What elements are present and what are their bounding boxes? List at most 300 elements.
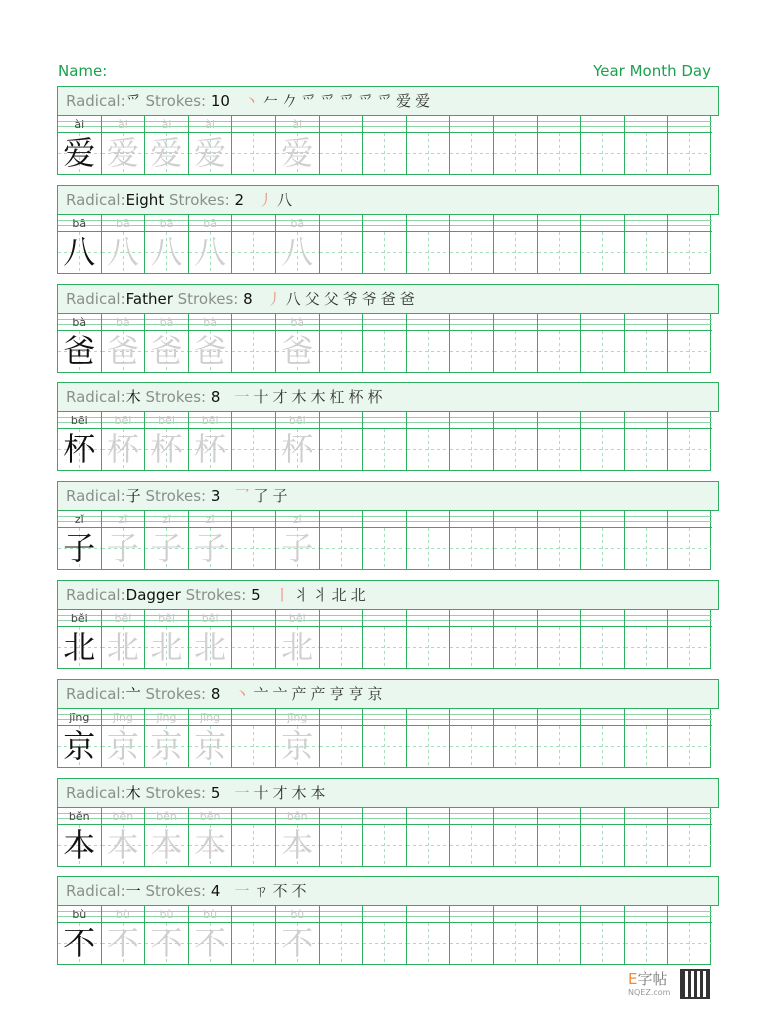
stroke-sequence: [258, 191, 296, 209]
practice-cell[interactable]: [58, 511, 102, 569]
character-slot: [625, 923, 668, 964]
pinyin-slot: [450, 906, 493, 923]
practice-cell[interactable]: [407, 610, 451, 668]
practice-cell[interactable]: [538, 314, 582, 372]
practice-cell[interactable]: [320, 610, 364, 668]
practice-cell[interactable]: [538, 808, 582, 866]
practice-cell[interactable]: [363, 314, 407, 372]
practice-cell[interactable]: [102, 709, 146, 767]
character-slot: 爸: [102, 331, 145, 372]
pinyin-slot: [625, 906, 668, 923]
pinyin-slot: [494, 116, 537, 133]
practice-cell[interactable]: [668, 610, 712, 668]
practice-cell[interactable]: [145, 709, 189, 767]
character-slot: [407, 627, 450, 668]
practice-cell[interactable]: [625, 412, 669, 470]
pinyin-slot: ài: [189, 116, 232, 133]
pinyin-slot: [407, 314, 450, 331]
practice-cell[interactable]: [407, 116, 451, 174]
practice-cell[interactable]: [494, 116, 538, 174]
pinyin-slot: [450, 808, 493, 825]
character-slot: 不: [58, 923, 101, 964]
pinyin-slot: [232, 412, 275, 429]
pinyin-slot: [625, 215, 668, 232]
practice-cell[interactable]: [102, 906, 146, 964]
practice-cell[interactable]: [276, 511, 320, 569]
stroke-step: 不: [272, 882, 292, 900]
practice-cell[interactable]: [276, 116, 320, 174]
practice-cell[interactable]: [581, 709, 625, 767]
practice-cell[interactable]: [450, 314, 494, 372]
strokes-label: Strokes:: [145, 388, 207, 406]
character-slot: [668, 923, 712, 964]
strokes-value: 10: [210, 92, 230, 110]
radical-label: Radical:: [66, 685, 126, 703]
character-slot: [625, 627, 668, 668]
practice-cell[interactable]: [581, 808, 625, 866]
character-slot: 爸: [145, 331, 188, 372]
character-slot: [450, 627, 493, 668]
practice-cell[interactable]: [625, 906, 669, 964]
practice-cell[interactable]: [625, 314, 669, 372]
practice-cell[interactable]: [581, 314, 625, 372]
stroke-step: 北: [350, 586, 370, 604]
character-slot: [450, 429, 493, 470]
character-slot: [363, 232, 406, 273]
strokes-label: Strokes:: [168, 191, 230, 209]
practice-cell[interactable]: [581, 412, 625, 470]
practice-cell[interactable]: [407, 808, 451, 866]
pinyin-slot: [407, 511, 450, 528]
practice-cell[interactable]: [58, 610, 102, 668]
practice-cell[interactable]: [363, 511, 407, 569]
pinyin-slot: [538, 314, 581, 331]
practice-cell[interactable]: [494, 511, 538, 569]
stroke-step: 亨: [348, 685, 368, 703]
practice-cell[interactable]: [363, 906, 407, 964]
practice-cell[interactable]: [668, 808, 712, 866]
stroke-step: 子: [272, 487, 292, 505]
practice-cell[interactable]: [102, 808, 146, 866]
character-info-bar: [57, 876, 719, 906]
character-slot: 本: [58, 825, 101, 866]
pinyin-slot: [232, 906, 275, 923]
strokes-label: Strokes:: [145, 685, 207, 703]
practice-cell[interactable]: [276, 709, 320, 767]
character-slot: 北: [145, 627, 188, 668]
practice-cell[interactable]: [145, 906, 189, 964]
character-slot: [538, 133, 581, 174]
pinyin-slot: [625, 610, 668, 627]
practice-cell[interactable]: [450, 511, 494, 569]
character-slot: 北: [189, 627, 232, 668]
character-slot: [494, 133, 537, 174]
practice-cell[interactable]: [668, 412, 712, 470]
practice-cell[interactable]: [625, 215, 669, 273]
practice-cell[interactable]: [276, 906, 320, 964]
character-slot: [232, 331, 275, 372]
character-slot: 子: [58, 528, 101, 569]
practice-cell[interactable]: [58, 215, 102, 273]
practice-cell[interactable]: [276, 808, 320, 866]
practice-cell[interactable]: [145, 215, 189, 273]
character-slot: 八: [102, 232, 145, 273]
brand-logo: E字帖: [628, 970, 668, 988]
practice-cell[interactable]: [58, 709, 102, 767]
character-slot: [363, 429, 406, 470]
character-slot: [407, 825, 450, 866]
stroke-sequence: [234, 388, 386, 406]
stroke-step: 丶: [243, 92, 263, 110]
character-slot: 爱: [276, 133, 319, 174]
character-slot: [450, 923, 493, 964]
character-info-bar: [57, 86, 719, 116]
pinyin-slot: [363, 906, 406, 923]
practice-cell[interactable]: [145, 610, 189, 668]
character-slot: [668, 627, 712, 668]
practice-cell[interactable]: [189, 906, 233, 964]
pinyin-slot: [320, 610, 363, 627]
pinyin-slot: [538, 511, 581, 528]
pinyin-slot: [668, 709, 712, 726]
practice-cell[interactable]: [102, 412, 146, 470]
practice-cell[interactable]: [668, 116, 712, 174]
radical-value: 一: [125, 882, 141, 900]
stroke-step: 京: [367, 685, 387, 703]
practice-cell[interactable]: [450, 906, 494, 964]
practice-cell[interactable]: [276, 412, 320, 470]
pinyin-slot: jīng: [102, 709, 145, 726]
pinyin-slot: [625, 709, 668, 726]
radical-value: Dagger: [125, 586, 181, 604]
character-slot: 爱: [102, 133, 145, 174]
stroke-step: 一: [234, 882, 254, 900]
pinyin-slot: [581, 709, 624, 726]
pinyin-slot: [538, 215, 581, 232]
practice-cell[interactable]: [494, 709, 538, 767]
pinyin-slot: [363, 116, 406, 133]
strokes-label: Strokes:: [185, 586, 247, 604]
character-slot: [538, 429, 581, 470]
pinyin-slot: [320, 511, 363, 528]
practice-cell[interactable]: [232, 412, 276, 470]
practice-cell[interactable]: [625, 116, 669, 174]
practice-cell[interactable]: [232, 215, 276, 273]
strokes-label: Strokes:: [145, 92, 207, 110]
character-slot: [668, 825, 712, 866]
character-slot: 八: [58, 232, 101, 273]
strokes-label: Strokes:: [145, 784, 207, 802]
character-slot: [363, 133, 406, 174]
practice-cell[interactable]: [494, 610, 538, 668]
practice-cell[interactable]: [320, 906, 364, 964]
character-info-bar: [57, 284, 719, 314]
pinyin-slot: běn: [189, 808, 232, 825]
pinyin-slot: [538, 116, 581, 133]
practice-cell[interactable]: [58, 314, 102, 372]
practice-cell[interactable]: [232, 511, 276, 569]
character-slot: 爸: [189, 331, 232, 372]
practice-cell[interactable]: [450, 610, 494, 668]
practice-cell[interactable]: [407, 215, 451, 273]
practice-cell[interactable]: [189, 412, 233, 470]
practice-cell[interactable]: [189, 116, 233, 174]
character-slot: [625, 331, 668, 372]
practice-cell[interactable]: [189, 709, 233, 767]
character-block: [57, 284, 711, 373]
character-slot: [407, 528, 450, 569]
practice-cell[interactable]: [668, 511, 712, 569]
practice-cell[interactable]: [102, 116, 146, 174]
practice-cell[interactable]: [102, 314, 146, 372]
practice-cell[interactable]: [145, 511, 189, 569]
pinyin-slot: bù: [102, 906, 145, 923]
character-slot: [320, 528, 363, 569]
pinyin-slot: [407, 610, 450, 627]
character-slot: [494, 726, 537, 767]
pinyin-slot: [363, 314, 406, 331]
radical-value: Father: [125, 290, 173, 308]
practice-cell[interactable]: [668, 314, 712, 372]
practice-cell[interactable]: [102, 215, 146, 273]
pinyin-slot: [581, 116, 624, 133]
practice-cell[interactable]: [363, 215, 407, 273]
character-slot: [232, 627, 275, 668]
character-slot: [581, 331, 624, 372]
practice-grid: [57, 115, 711, 175]
character-slot: [668, 331, 712, 372]
pinyin-slot: běn: [276, 808, 319, 825]
practice-cell[interactable]: [320, 314, 364, 372]
character-info-bar: [57, 481, 719, 511]
practice-cell[interactable]: [625, 709, 669, 767]
practice-cell[interactable]: [363, 116, 407, 174]
practice-cell[interactable]: [145, 808, 189, 866]
practice-cell[interactable]: [320, 511, 364, 569]
practice-cell[interactable]: [538, 906, 582, 964]
stroke-step: 十: [253, 784, 273, 802]
character-info-bar: [57, 778, 719, 808]
radical-label: Radical:: [66, 487, 126, 505]
stroke-step: 父: [304, 290, 324, 308]
practice-cell[interactable]: [494, 314, 538, 372]
character-slot: 爱: [58, 133, 101, 174]
pinyin-slot: běn: [145, 808, 188, 825]
pinyin-slot: [538, 906, 581, 923]
pinyin-slot: bà: [189, 314, 232, 331]
practice-cell[interactable]: [232, 116, 276, 174]
stroke-step: 丿: [266, 290, 286, 308]
practice-cell[interactable]: [189, 215, 233, 273]
practice-cell[interactable]: [363, 412, 407, 470]
practice-cell[interactable]: [189, 511, 233, 569]
practice-cell[interactable]: [276, 314, 320, 372]
practice-cell[interactable]: [407, 709, 451, 767]
pinyin-slot: [450, 511, 493, 528]
pinyin-slot: běi: [276, 610, 319, 627]
practice-cell[interactable]: [538, 412, 582, 470]
character-slot: [668, 528, 712, 569]
pinyin-slot: [494, 808, 537, 825]
pinyin-slot: běi: [102, 610, 145, 627]
character-slot: [363, 528, 406, 569]
practice-cell[interactable]: [232, 808, 276, 866]
practice-cell[interactable]: [363, 709, 407, 767]
practice-cell[interactable]: [58, 412, 102, 470]
stroke-step: 爱: [415, 92, 435, 110]
practice-cell[interactable]: [450, 709, 494, 767]
practice-cell[interactable]: [494, 906, 538, 964]
practice-cell[interactable]: [625, 808, 669, 866]
practice-cell[interactable]: [58, 116, 102, 174]
practice-cell[interactable]: [581, 906, 625, 964]
practice-cell[interactable]: [538, 116, 582, 174]
pinyin-slot: ài: [102, 116, 145, 133]
practice-cell[interactable]: [625, 511, 669, 569]
character-slot: 爸: [58, 331, 101, 372]
character-slot: [538, 331, 581, 372]
character-slot: 北: [58, 627, 101, 668]
radical-label: Radical:: [66, 586, 126, 604]
practice-cell[interactable]: [625, 610, 669, 668]
character-slot: [538, 232, 581, 273]
character-slot: 北: [276, 627, 319, 668]
practice-cell[interactable]: [58, 808, 102, 866]
character-slot: [581, 825, 624, 866]
stroke-step: 爫: [339, 92, 359, 110]
practice-cell[interactable]: [276, 610, 320, 668]
practice-cell[interactable]: [538, 610, 582, 668]
character-slot: 爱: [189, 133, 232, 174]
strokes-value: 4: [210, 882, 221, 900]
practice-cell[interactable]: [232, 314, 276, 372]
practice-cell[interactable]: [363, 610, 407, 668]
practice-cell[interactable]: [581, 116, 625, 174]
character-slot: 八: [189, 232, 232, 273]
practice-cell[interactable]: [320, 116, 364, 174]
pinyin-slot: [538, 610, 581, 627]
pinyin-slot: [668, 314, 712, 331]
pinyin-slot: [320, 412, 363, 429]
stroke-step: 亨: [329, 685, 349, 703]
character-slot: 杯: [102, 429, 145, 470]
pinyin-slot: [363, 808, 406, 825]
practice-cell[interactable]: [102, 610, 146, 668]
practice-cell[interactable]: [320, 709, 364, 767]
practice-cell[interactable]: [58, 906, 102, 964]
practice-cell[interactable]: [581, 215, 625, 273]
practice-cell[interactable]: [232, 709, 276, 767]
practice-cell[interactable]: [538, 709, 582, 767]
pinyin-slot: ài: [145, 116, 188, 133]
practice-cell[interactable]: [538, 511, 582, 569]
practice-cell[interactable]: [320, 412, 364, 470]
practice-cell[interactable]: [407, 511, 451, 569]
practice-cell[interactable]: [668, 709, 712, 767]
character-slot: [320, 429, 363, 470]
stroke-step: 杯: [367, 388, 387, 406]
practice-cell[interactable]: [668, 906, 712, 964]
character-slot: 子: [189, 528, 232, 569]
practice-cell[interactable]: [450, 808, 494, 866]
practice-cell[interactable]: [276, 215, 320, 273]
practice-cell[interactable]: [320, 215, 364, 273]
practice-cell[interactable]: [450, 412, 494, 470]
pinyin-slot: [625, 412, 668, 429]
practice-cell[interactable]: [494, 215, 538, 273]
radical-label: Radical:: [66, 92, 126, 110]
pinyin-slot: [625, 808, 668, 825]
practice-cell[interactable]: [102, 511, 146, 569]
practice-cell[interactable]: [494, 412, 538, 470]
character-slot: [450, 331, 493, 372]
practice-cell[interactable]: [407, 412, 451, 470]
pinyin-slot: [450, 314, 493, 331]
stroke-step: 丿: [257, 191, 277, 209]
pinyin-slot: [407, 906, 450, 923]
character-slot: [450, 528, 493, 569]
practice-cell[interactable]: [189, 808, 233, 866]
character-block: [57, 876, 711, 965]
character-block: [57, 481, 711, 570]
practice-cell[interactable]: [450, 215, 494, 273]
practice-cell[interactable]: [145, 116, 189, 174]
practice-cell[interactable]: [581, 610, 625, 668]
pinyin-slot: [581, 610, 624, 627]
character-slot: 爸: [276, 331, 319, 372]
pinyin-slot: bā: [58, 215, 101, 232]
pinyin-slot: bù: [58, 906, 101, 923]
practice-grid: [57, 510, 711, 570]
stroke-step: 乛: [234, 487, 254, 505]
character-slot: [494, 232, 537, 273]
practice-cell[interactable]: [494, 808, 538, 866]
pinyin-slot: [668, 906, 712, 923]
character-slot: [625, 133, 668, 174]
pinyin-slot: [407, 808, 450, 825]
character-slot: 不: [276, 923, 319, 964]
practice-cell[interactable]: [189, 610, 233, 668]
stroke-sequence: [234, 882, 310, 900]
practice-cell[interactable]: [189, 314, 233, 372]
pinyin-slot: bā: [189, 215, 232, 232]
practice-cell[interactable]: [450, 116, 494, 174]
practice-cell[interactable]: [145, 412, 189, 470]
practice-cell[interactable]: [538, 215, 582, 273]
stroke-step: 亠: [253, 685, 273, 703]
pinyin-slot: [320, 314, 363, 331]
practice-cell[interactable]: [668, 215, 712, 273]
pinyin-slot: [232, 808, 275, 825]
practice-cell[interactable]: [407, 314, 451, 372]
character-slot: [625, 232, 668, 273]
character-slot: 八: [276, 232, 319, 273]
practice-cell[interactable]: [232, 610, 276, 668]
practice-cell[interactable]: [145, 314, 189, 372]
practice-cell[interactable]: [407, 906, 451, 964]
radical-label: Radical:: [66, 191, 126, 209]
character-slot: [232, 825, 275, 866]
character-info-bar: [57, 679, 719, 709]
pinyin-slot: [668, 215, 712, 232]
practice-cell[interactable]: [320, 808, 364, 866]
stroke-step: 丶: [234, 685, 254, 703]
character-slot: [407, 429, 450, 470]
practice-cell[interactable]: [581, 511, 625, 569]
stroke-step: 父: [323, 290, 343, 308]
practice-cell[interactable]: [232, 906, 276, 964]
practice-cell[interactable]: [363, 808, 407, 866]
